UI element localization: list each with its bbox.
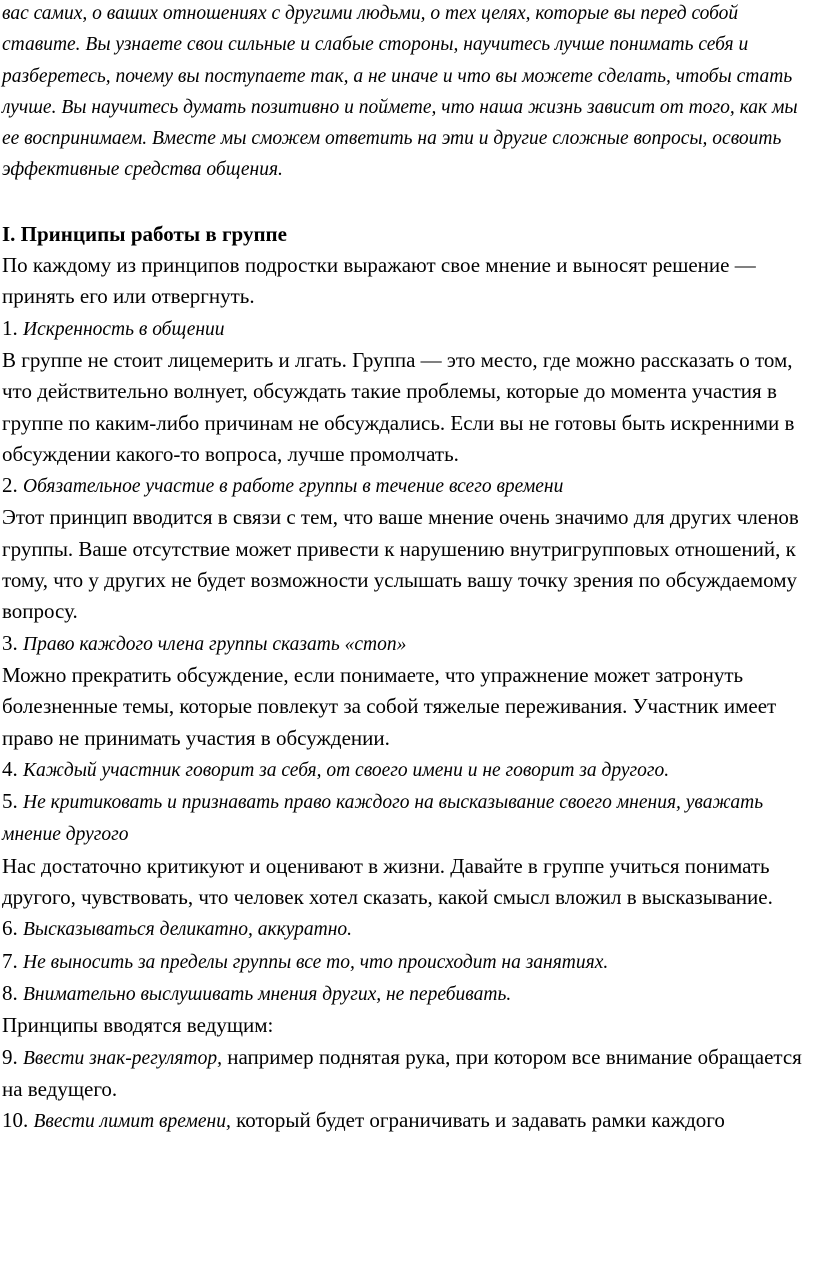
- principle-number: 10.: [2, 1108, 29, 1133]
- document-page: [2, 0, 814, 1137]
- principle-number: 5.: [2, 789, 18, 814]
- principle-title-text: Обязательное участие в работе группы в течение всего времени: [23, 476, 564, 498]
- principle-number: 2.: [2, 473, 18, 498]
- principle-number: 1.: [2, 315, 18, 340]
- principle-title-text: Право каждого члена группы сказать «стоп»: [23, 633, 407, 655]
- section-heading: I. Принципы работы в группе: [2, 221, 287, 246]
- principle-number: 8.: [2, 980, 18, 1005]
- principle-title: [2, 313, 814, 345]
- leader-principle: [2, 1042, 814, 1106]
- principle-title: [2, 470, 814, 502]
- principle-title: [2, 978, 814, 1010]
- principle-number: 7.: [2, 948, 18, 973]
- intro-paragraph: вас самих, о ваших отношениях с другими людьми, о тех целях, которые вы перед собой ставите. Вы узнаете свои сильные и слабые стороны, научитесь лучше понимать себя и разберетесь, почему вы поступаете так, а не иначе и что вы можете сделать, чтобы стать лучше. Вы научитесь думать позитивно и поймете, что наша жизнь зависит от того, как мы ее воспринимаем. Вместе мы сможем ответить на эти и другие сложные вопросы, освоить эффективные средства общения.: [2, 3, 798, 181]
- principle-title-text: Ввести знак-регулятор,: [23, 1047, 222, 1069]
- principle-title-text: Не выносить за пределы группы все то, что происходит на занятиях.: [23, 951, 609, 973]
- principle-number: 9.: [2, 1044, 18, 1069]
- principle-tail-text: например поднятая рука, при котором все внимание обращается на ведущего.: [2, 1044, 802, 1101]
- principle-body: Этот принцип вводится в связи с тем, что ваше мнение очень значимо для других членов группы. Ваше отсутствие может привести к нарушению внутригрупповых отношений, к тому, что у других не будет возможности услышать вашу точку зрения по обсуждаемому вопросу.: [2, 505, 799, 624]
- section-intro: По каждому из принципов подростки выражают свое мнение и выносят решение — принять его или отвергнуть.: [2, 253, 756, 309]
- principle-body: Нас достаточно критикуют и оценивают в жизни. Давайте в группе учиться понимать другого, чувствовать, что человек хотел сказать, какой смысл вложил в высказывание.: [2, 853, 773, 910]
- principle-title-text: Каждый участник говорит за себя, от своего имени и не говорит за другого.: [23, 759, 670, 781]
- principle-number: 3.: [2, 630, 18, 655]
- principle-number: 6.: [2, 916, 18, 941]
- principle-title-text: Ввести лимит времени,: [33, 1111, 231, 1133]
- principle-title: [2, 754, 814, 786]
- principle-title-text: Высказываться деликатно, аккуратно.: [23, 919, 353, 941]
- principle-title: [2, 786, 814, 851]
- principle-title-text: Внимательно выслушивать мнения других, не перебивать.: [23, 983, 512, 1005]
- principle-title: [2, 946, 814, 978]
- principle-tail-text: который будет ограничивать и задавать рамки каждого: [230, 1108, 725, 1133]
- leader-note: Принципы вводятся ведущим:: [2, 1013, 274, 1038]
- principle-number: 4.: [2, 756, 18, 781]
- leader-principle: [2, 1105, 814, 1137]
- principle-title-text: Искренность в общении: [23, 318, 225, 340]
- principle-title-text: Не критиковать и признавать право каждого на высказывание своего мнения, уважать мнение другого: [2, 792, 764, 846]
- section-spacer: [2, 186, 814, 219]
- principle-title: [2, 913, 814, 945]
- principle-body: Можно прекратить обсуждение, если понимаете, что упражнение может затронуть болезненные темы, которые повлекут за собой тяжелые переживания. Участник имеет право не принимать участия в обсуждении.: [2, 662, 777, 750]
- principle-title: [2, 628, 814, 660]
- principle-body: В группе не стоит лицемерить и лгать. Группа — это место, где можно рассказать о том, что действительно волнует, обсуждать такие проблемы, которые до момента участия в группе по каким-либо причинам не обсуждались. Если вы не готовы быть искренними в обсуждении какого-то вопроса, лучше промолчать.: [2, 347, 795, 466]
